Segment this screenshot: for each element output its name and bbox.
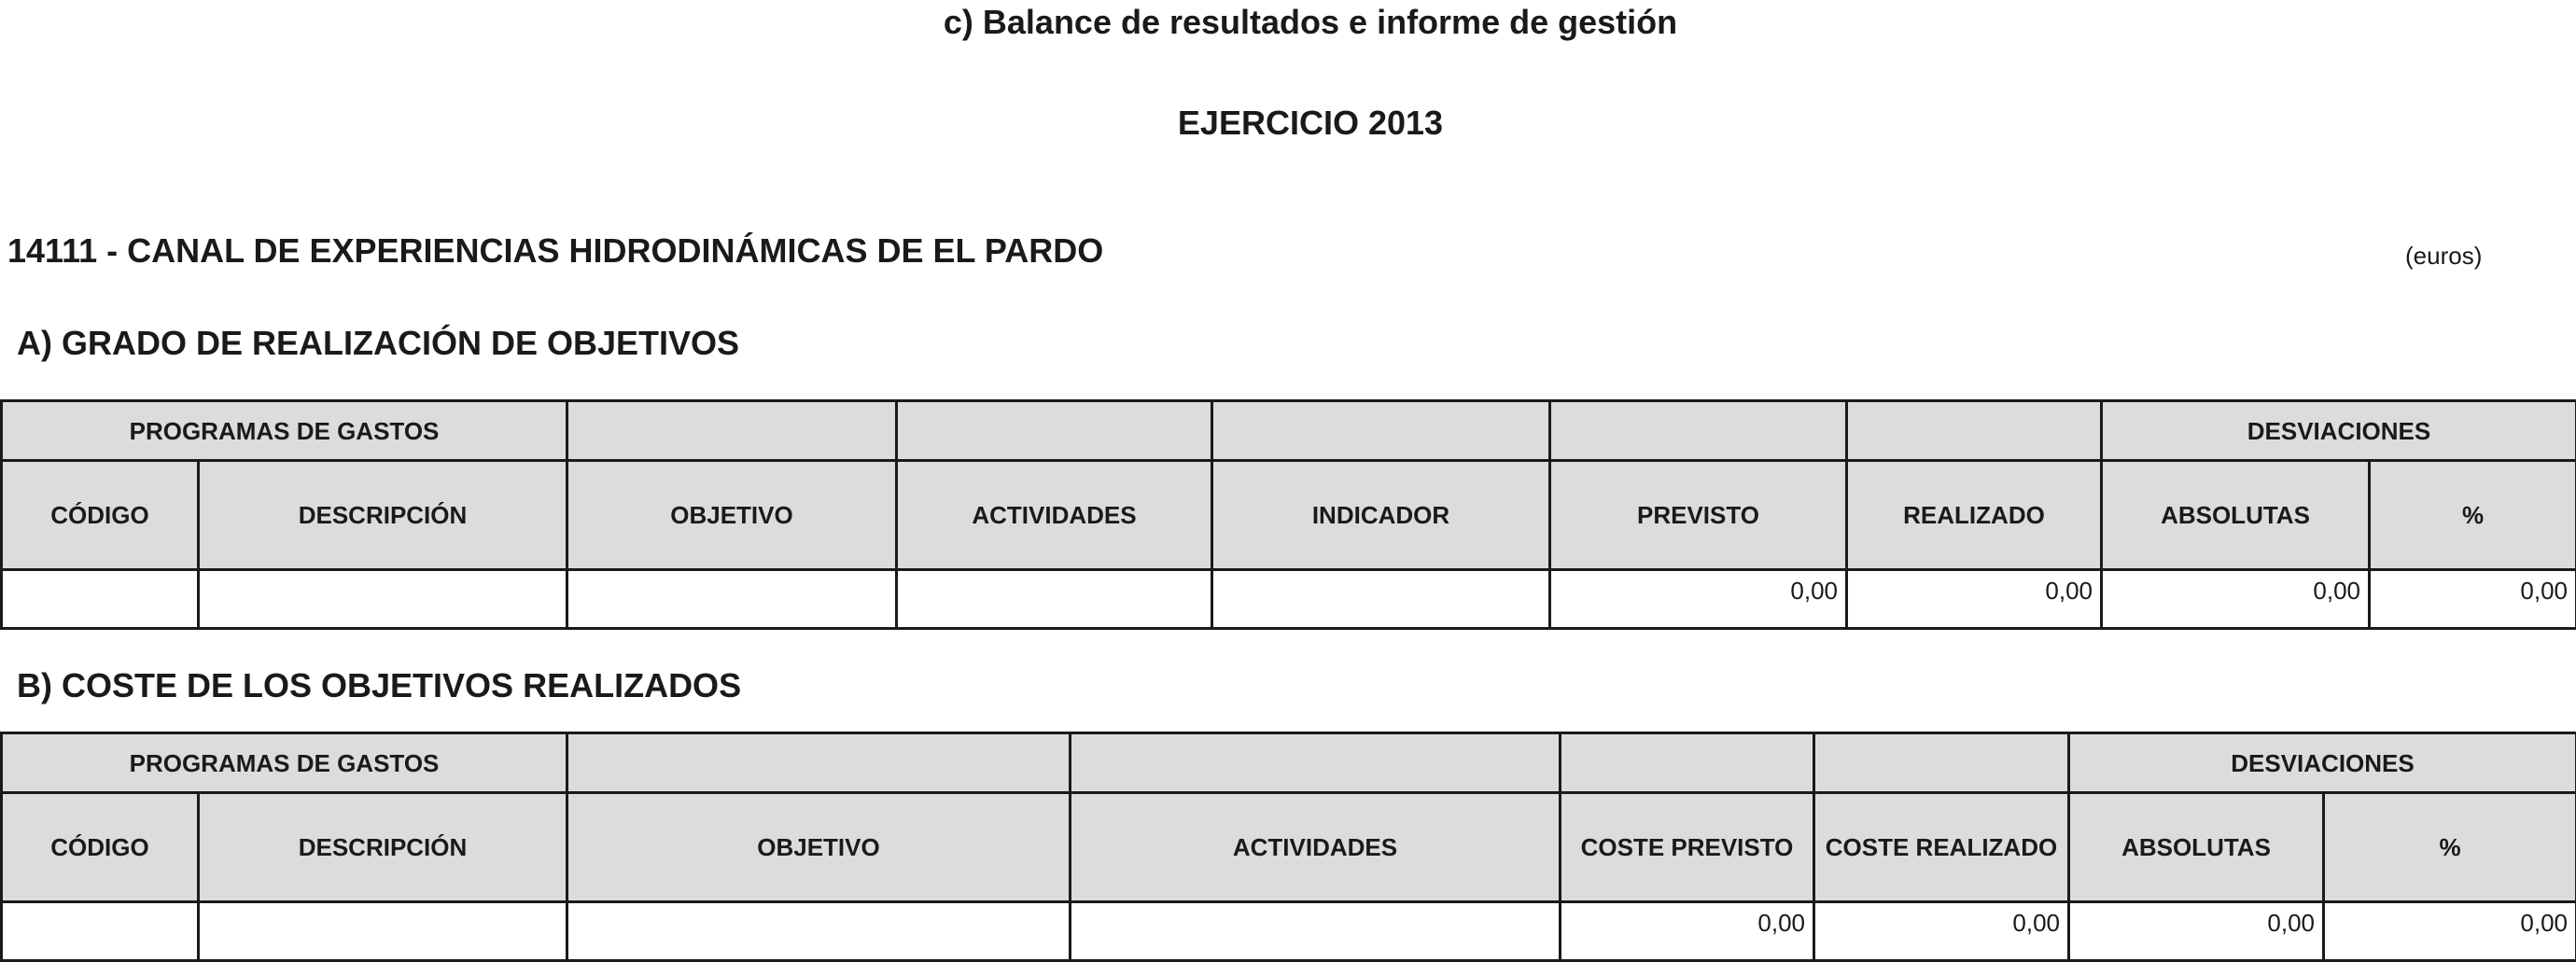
- group-header-empty: [567, 733, 1071, 793]
- cell-coste-realizado: 0,00: [1814, 902, 2069, 961]
- table-column-header-row: [2, 793, 2576, 902]
- table-group-header-row: [2, 401, 2576, 461]
- column-header-percent: %: [2324, 793, 2576, 902]
- column-header-absolutas: ABSOLUTAS: [2102, 461, 2370, 570]
- column-header-coste-realizado: COSTE REALIZADO: [1814, 793, 2069, 902]
- section-a-title: A) GRADO DE REALIZACIÓN DE OBJETIVOS: [17, 323, 739, 364]
- cell-indicador: [1212, 570, 1550, 629]
- table-group-header-row: [2, 733, 2576, 793]
- cell-descripcion: [199, 902, 567, 961]
- group-header-programas: PROGRAMAS DE GASTOS: [2, 733, 567, 793]
- column-header-percent: %: [2370, 461, 2576, 570]
- cell-codigo: [2, 902, 199, 961]
- cell-objetivo: [567, 902, 1071, 961]
- column-header-descripcion: DESCRIPCIÓN: [199, 461, 567, 570]
- column-header-codigo: CÓDIGO: [2, 793, 199, 902]
- entity-title: 14111 - CANAL DE EXPERIENCIAS HIDRODINÁMICAS DE EL PARDO: [7, 230, 1103, 272]
- group-header-desviaciones: DESVIACIONES: [2102, 401, 2576, 461]
- fiscal-year: EJERCICIO 2013: [0, 103, 2576, 144]
- column-header-indicador: INDICADOR: [1212, 461, 1550, 570]
- cell-actividades: [1071, 902, 1561, 961]
- table-row: [2, 902, 2576, 961]
- group-header-empty: [1212, 401, 1550, 461]
- cell-previsto: 0,00: [1550, 570, 1847, 629]
- cell-objetivo: [567, 570, 897, 629]
- cell-absolutas: 0,00: [2069, 902, 2324, 961]
- section-b-title: B) COSTE DE LOS OBJETIVOS REALIZADOS: [17, 665, 741, 706]
- group-header-empty: [897, 401, 1212, 461]
- cell-coste-previsto: 0,00: [1561, 902, 1814, 961]
- column-header-objetivo: OBJETIVO: [567, 793, 1071, 902]
- costs-table: [0, 732, 2576, 962]
- cell-actividades: [897, 570, 1212, 629]
- column-header-objetivo: OBJETIVO: [567, 461, 897, 570]
- page-title: c) Balance de resultados e informe de gestión: [0, 2, 2576, 43]
- group-header-empty: [567, 401, 897, 461]
- column-header-realizado: REALIZADO: [1847, 461, 2102, 570]
- column-header-previsto: PREVISTO: [1550, 461, 1847, 570]
- cell-codigo: [2, 570, 199, 629]
- group-header-empty: [1550, 401, 1847, 461]
- group-header-empty: [1814, 733, 2069, 793]
- cell-percent: 0,00: [2370, 570, 2576, 629]
- table-column-header-row: [2, 461, 2576, 570]
- table-row: [2, 570, 2576, 629]
- column-header-coste-previsto: COSTE PREVISTO: [1561, 793, 1814, 902]
- group-header-empty: [1847, 401, 2102, 461]
- group-header-empty: [1071, 733, 1561, 793]
- column-header-actividades: ACTIVIDADES: [897, 461, 1212, 570]
- currency-units: (euros): [2405, 240, 2482, 272]
- cell-realizado: 0,00: [1847, 570, 2102, 629]
- column-header-codigo: CÓDIGO: [2, 461, 199, 570]
- column-header-actividades: ACTIVIDADES: [1071, 793, 1561, 902]
- column-header-absolutas: ABSOLUTAS: [2069, 793, 2324, 902]
- cell-descripcion: [199, 570, 567, 629]
- cell-percent: 0,00: [2324, 902, 2576, 961]
- cell-absolutas: 0,00: [2102, 570, 2370, 629]
- group-header-desviaciones: DESVIACIONES: [2069, 733, 2576, 793]
- group-header-programas: PROGRAMAS DE GASTOS: [2, 401, 567, 461]
- group-header-empty: [1561, 733, 1814, 793]
- objectives-table: [0, 399, 2576, 630]
- column-header-descripcion: DESCRIPCIÓN: [199, 793, 567, 902]
